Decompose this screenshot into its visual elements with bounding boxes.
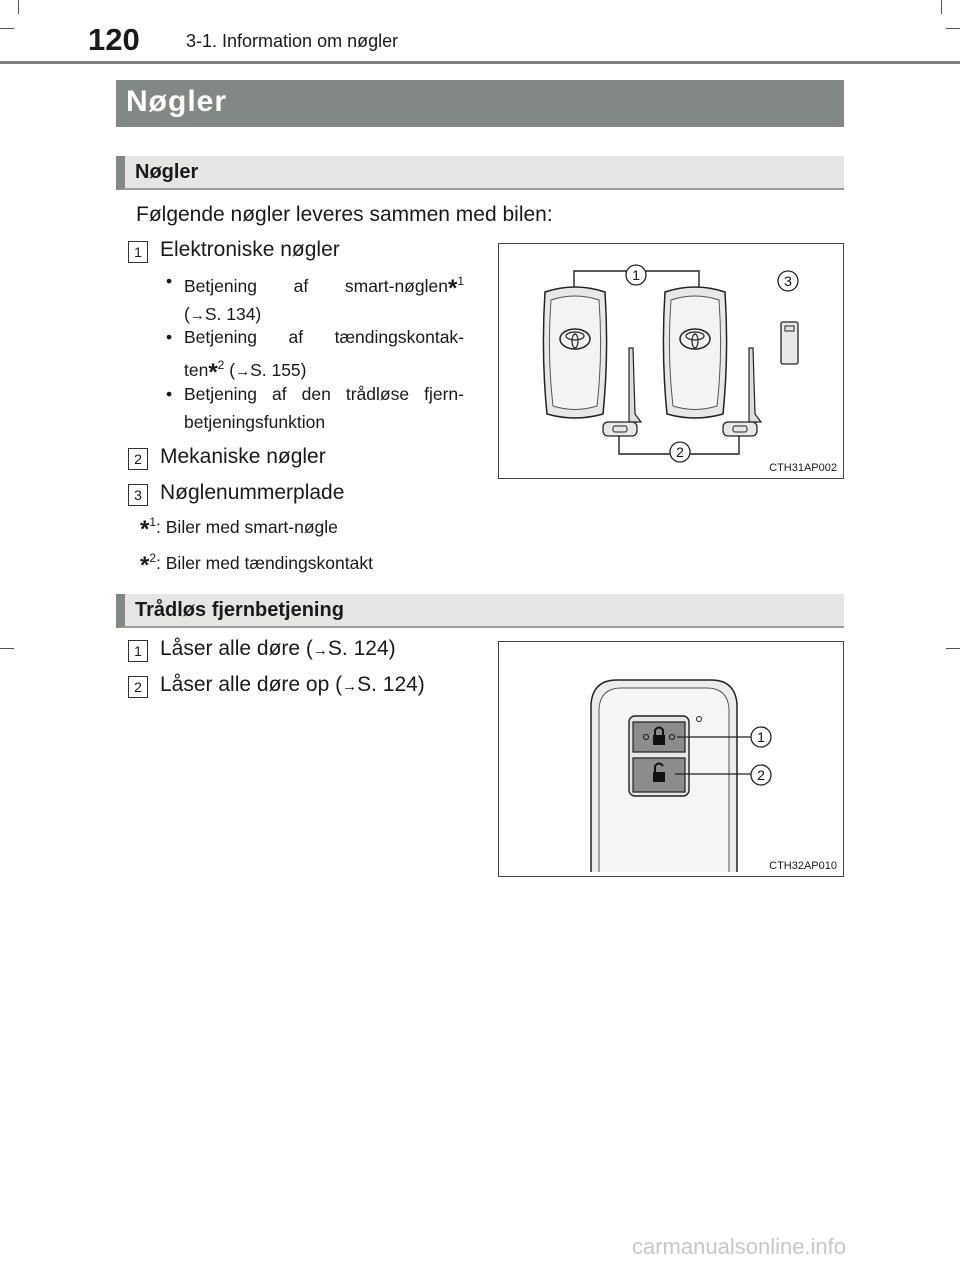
arrow-icon: → (189, 306, 205, 324)
page-ref: S. 134) (204, 303, 262, 324)
crop-mark (0, 648, 14, 649)
bullet-item (166, 380, 464, 436)
footnote (140, 548, 373, 579)
remote-key-illustration (499, 642, 843, 876)
unlock-button (633, 758, 685, 792)
figure-code: CTH32AP010 (769, 860, 837, 872)
callout-number: 1 (757, 729, 765, 745)
figure-code: CTH31AP002 (769, 462, 837, 474)
bullet-dot: • (166, 384, 173, 404)
list-item-label: Nøglenummerplade (160, 481, 345, 504)
crop-mark (946, 648, 960, 649)
bullet-dot: • (166, 327, 173, 347)
item-number: 1 (128, 241, 148, 263)
mechanical-key-icon (723, 348, 761, 436)
item-number: 3 (128, 484, 148, 506)
arrow-icon: → (342, 678, 358, 695)
bullet-dot: • (166, 271, 173, 291)
section-heading-bar (116, 594, 844, 628)
item-number: 2 (128, 676, 148, 698)
footnote-text: : Biler med tændingskontakt (156, 553, 373, 573)
callout-number: 2 (676, 444, 684, 460)
arrow-icon: → (312, 642, 328, 659)
section-path: 3-1. Information om nøgler (186, 31, 399, 51)
callout-number: 3 (784, 273, 792, 289)
page-number: 120 (88, 22, 140, 57)
footnote-mark: 1 (457, 274, 464, 288)
footnote-star: * (140, 516, 150, 543)
list-item-label: Mekaniske nøgler (160, 445, 326, 468)
crop-mark (18, 0, 19, 14)
crop-mark (941, 0, 942, 14)
callout-number: 2 (757, 767, 765, 783)
list-item-label (160, 637, 396, 661)
footnote-star: * (140, 552, 150, 579)
footnote-mark: 2 (149, 551, 157, 566)
bullet-item: • Betjening af tændingskontak- ten*$^2$ (→S. 155) (166, 323, 464, 386)
footnote-mark: 1 (149, 515, 157, 530)
watermark: carmanualsonline.info (632, 1234, 847, 1259)
crop-mark (0, 28, 14, 29)
footnote-star: * (447, 274, 458, 302)
bullet-text-continued: ten (184, 359, 209, 380)
bullet-text: Betjening af smart-nøglen (184, 275, 448, 296)
remote-figure (498, 641, 844, 877)
page-title-bar (116, 80, 844, 127)
page-title: Nøgler (126, 85, 228, 118)
list-item-text: Låser alle døre ( (160, 637, 313, 660)
arrow-icon: → (235, 362, 251, 380)
intro-text: Følgende nøgler leveres sammen med bilen: (136, 203, 553, 226)
bullet-text-continued: betjeningsfunktion (184, 412, 326, 432)
page-ref: S. 155) (250, 359, 307, 380)
item-number: 2 (128, 448, 148, 470)
footnote-mark: 2 (217, 358, 225, 372)
smart-key-icon (543, 287, 606, 418)
bullet-text: Betjening af tændingskontak- (184, 327, 464, 347)
page-ref: S. 124) (357, 673, 425, 696)
section-heading: Trådløs fjernbetjening (135, 599, 344, 621)
item-number: 1 (128, 640, 148, 662)
smart-key-icon (663, 287, 726, 418)
section-heading-bar (116, 156, 844, 190)
list-item-label: Elektroniske nøgler (160, 238, 340, 261)
section-heading: Nøgler (135, 161, 199, 183)
page-ref: S. 124) (327, 637, 396, 660)
header-divider (0, 61, 960, 64)
list-item-text: Låser alle døre op ( (160, 673, 343, 696)
footnote (140, 512, 338, 543)
mechanical-key-icon (603, 348, 641, 436)
crop-mark (946, 28, 960, 29)
key-number-plate-icon (781, 322, 798, 364)
list-item-label (160, 673, 425, 697)
footnote-star: * (208, 358, 218, 386)
bullet-item: • Betjening af smart-nøglen*$^1$ (→S. 134) (166, 267, 464, 330)
keys-figure (498, 243, 844, 479)
keys-illustration (499, 244, 843, 478)
bullet-text: Betjening af den trådløse fjern- (184, 384, 464, 404)
callout-number: 1 (632, 267, 640, 283)
footnote-text: : Biler med smart-nøgle (156, 517, 338, 537)
